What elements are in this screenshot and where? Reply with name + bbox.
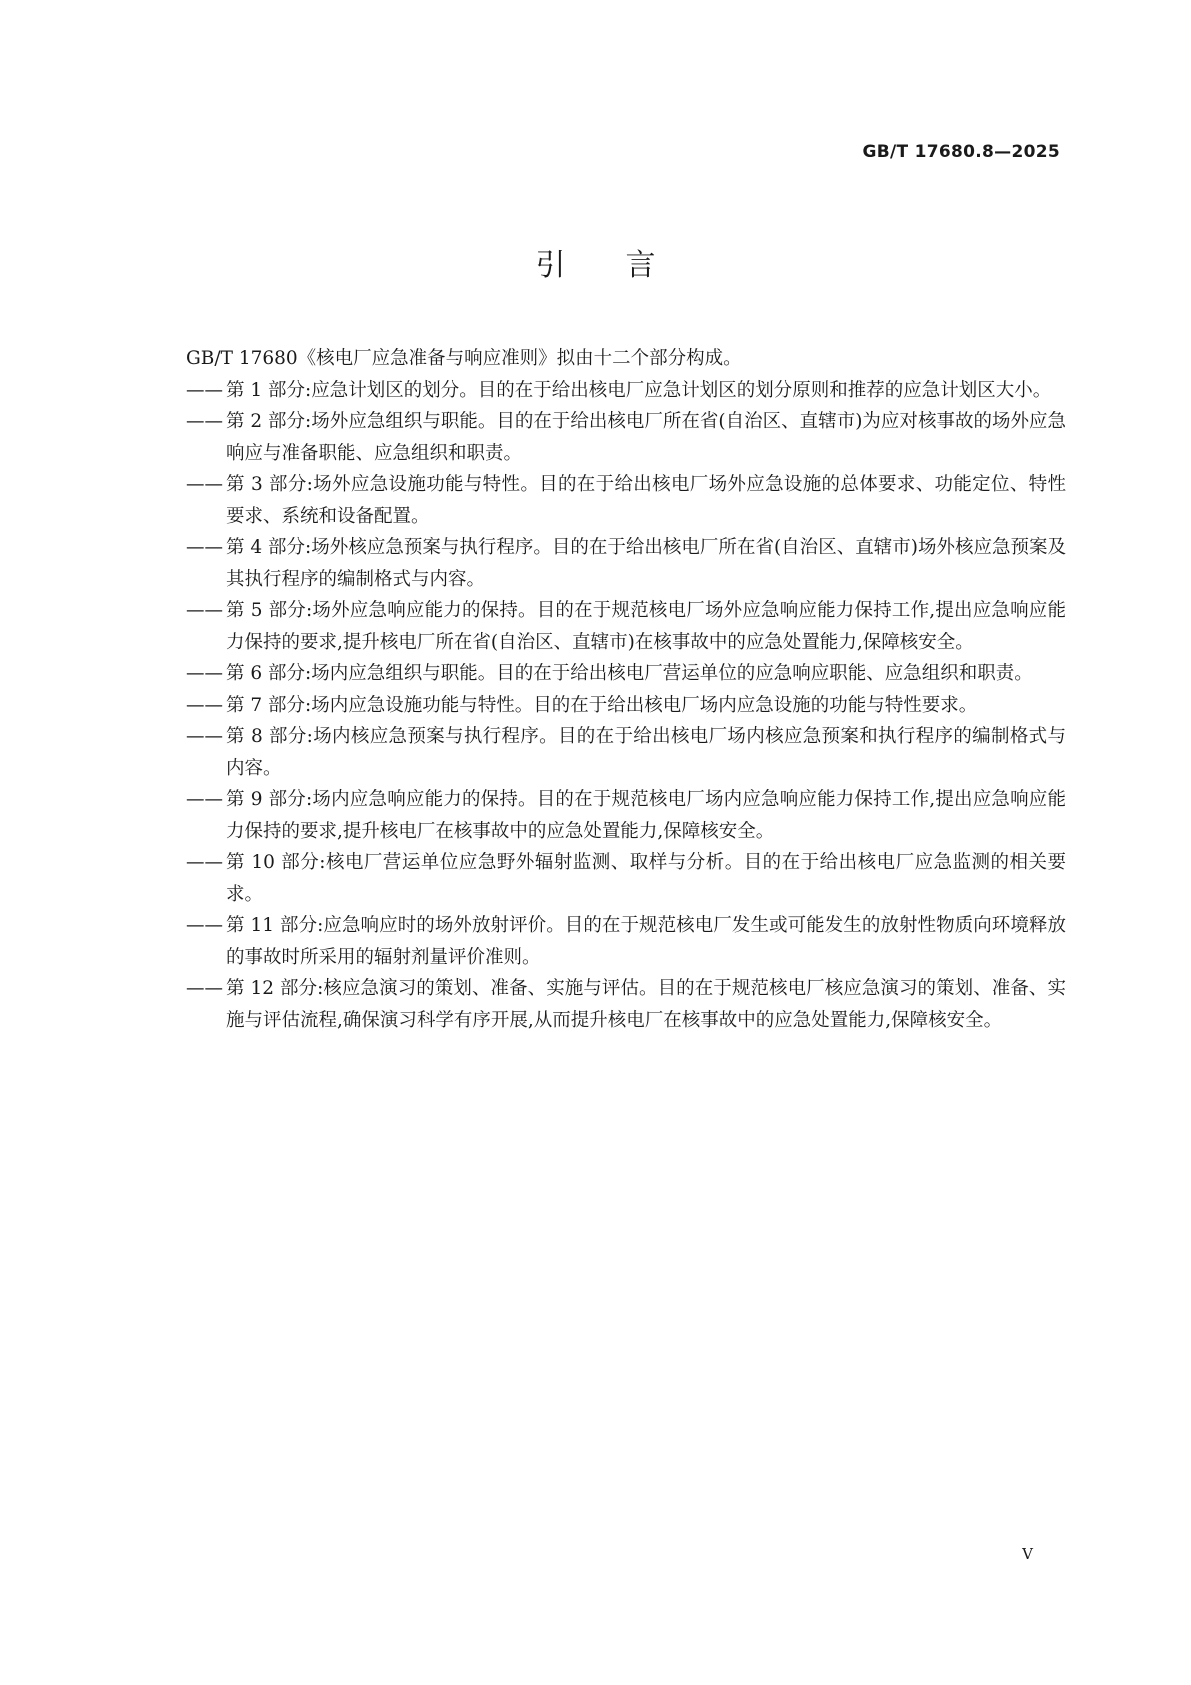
part-item-9 bbox=[186, 784, 1066, 847]
part-item-1 bbox=[186, 375, 1066, 407]
em-dash: —— bbox=[186, 978, 223, 999]
part-item-4 bbox=[186, 532, 1066, 595]
em-dash: —— bbox=[186, 474, 223, 495]
part-item-3 bbox=[186, 469, 1066, 532]
page-number: V bbox=[1022, 1545, 1033, 1563]
part-item-11 bbox=[186, 910, 1066, 973]
part-item-5 bbox=[186, 595, 1066, 658]
em-dash: —— bbox=[186, 600, 223, 621]
part-text: 第 5 部分:场外应急响应能力的保持。目的在于规范核电厂场外应急响应能力保持工作,提出应急响应能力保持的要求,提升核电厂所在省(自治区、直辖市)在核事故中的应急处置能力,保障核安全。 bbox=[226, 600, 1066, 653]
part-text: 第 9 部分:场内应急响应能力的保持。目的在于规范核电厂场内应急响应能力保持工作,提出应急响应能力保持的要求,提升核电厂在核事故中的应急处置能力,保障核安全。 bbox=[226, 789, 1066, 842]
em-dash: —— bbox=[186, 411, 223, 432]
part-text: 第 3 部分:场外应急设施功能与特性。目的在于给出核电厂场外应急设施的总体要求、功能定位、特性要求、系统和设备配置。 bbox=[226, 474, 1066, 527]
em-dash: —— bbox=[186, 694, 223, 716]
part-item-12 bbox=[186, 973, 1066, 1036]
part-item-8 bbox=[186, 721, 1066, 784]
part-text: 第 7 部分:场内应急设施功能与特性。目的在于给出核电厂场内应急设施的功能与特性要求。 bbox=[226, 694, 978, 716]
em-dash: —— bbox=[186, 379, 223, 401]
em-dash: —— bbox=[186, 537, 223, 558]
part-item-6 bbox=[186, 658, 1066, 690]
part-item-10 bbox=[186, 847, 1066, 910]
em-dash: —— bbox=[186, 726, 223, 747]
parts-list bbox=[186, 375, 1066, 1037]
em-dash: —— bbox=[186, 789, 223, 810]
part-text: 第 6 部分:场内应急组织与职能。目的在于给出核电厂营运单位的应急响应职能、应急组织和职责。 bbox=[226, 663, 1033, 684]
em-dash: —— bbox=[186, 663, 223, 684]
part-text: 第 4 部分:场外核应急预案与执行程序。目的在于给出核电厂所在省(自治区、直辖市)场外核应急预案及其执行程序的编制格式与内容。 bbox=[226, 537, 1066, 590]
part-text: 第 2 部分:场外应急组织与职能。目的在于给出核电厂所在省(自治区、直辖市)为应对核事故的场外应急响应与准备职能、应急组织和职责。 bbox=[226, 411, 1066, 464]
em-dash: —— bbox=[186, 852, 223, 873]
introduction-body bbox=[186, 343, 1066, 1036]
page-title: 引言 bbox=[535, 248, 716, 283]
part-text: 第 12 部分:核应急演习的策划、准备、实施与评估。目的在于规范核电厂核应急演习的策划、准备、实施与评估流程,确保演习科学有序开展,从而提升核电厂在核事故中的应急处置能力,保障核安全。 bbox=[226, 978, 1066, 1031]
document-number: GB/T 17680.8—2025 bbox=[862, 142, 1060, 162]
em-dash: —— bbox=[186, 915, 223, 936]
part-text: 第 11 部分:应急响应时的场外放射评价。目的在于规范核电厂发生或可能发生的放射性物质向环境释放的事故时所采用的辐射剂量评价准则。 bbox=[226, 915, 1066, 968]
part-text: 第 1 部分:应急计划区的划分。目的在于给出核电厂应急计划区的划分原则和推荐的应急计划区大小。 bbox=[226, 379, 1052, 401]
part-text: 第 10 部分:核电厂营运单位应急野外辐射监测、取样与分析。目的在于给出核电厂应急监测的相关要求。 bbox=[226, 852, 1066, 905]
part-item-2 bbox=[186, 406, 1066, 469]
part-item-7 bbox=[186, 690, 1066, 722]
intro-paragraph: GB/T 17680《核电厂应急准备与响应准则》拟由十二个部分构成。 bbox=[186, 348, 742, 369]
part-text: 第 8 部分:场内核应急预案与执行程序。目的在于给出核电厂场内核应急预案和执行程序的编制格式与内容。 bbox=[226, 726, 1066, 779]
